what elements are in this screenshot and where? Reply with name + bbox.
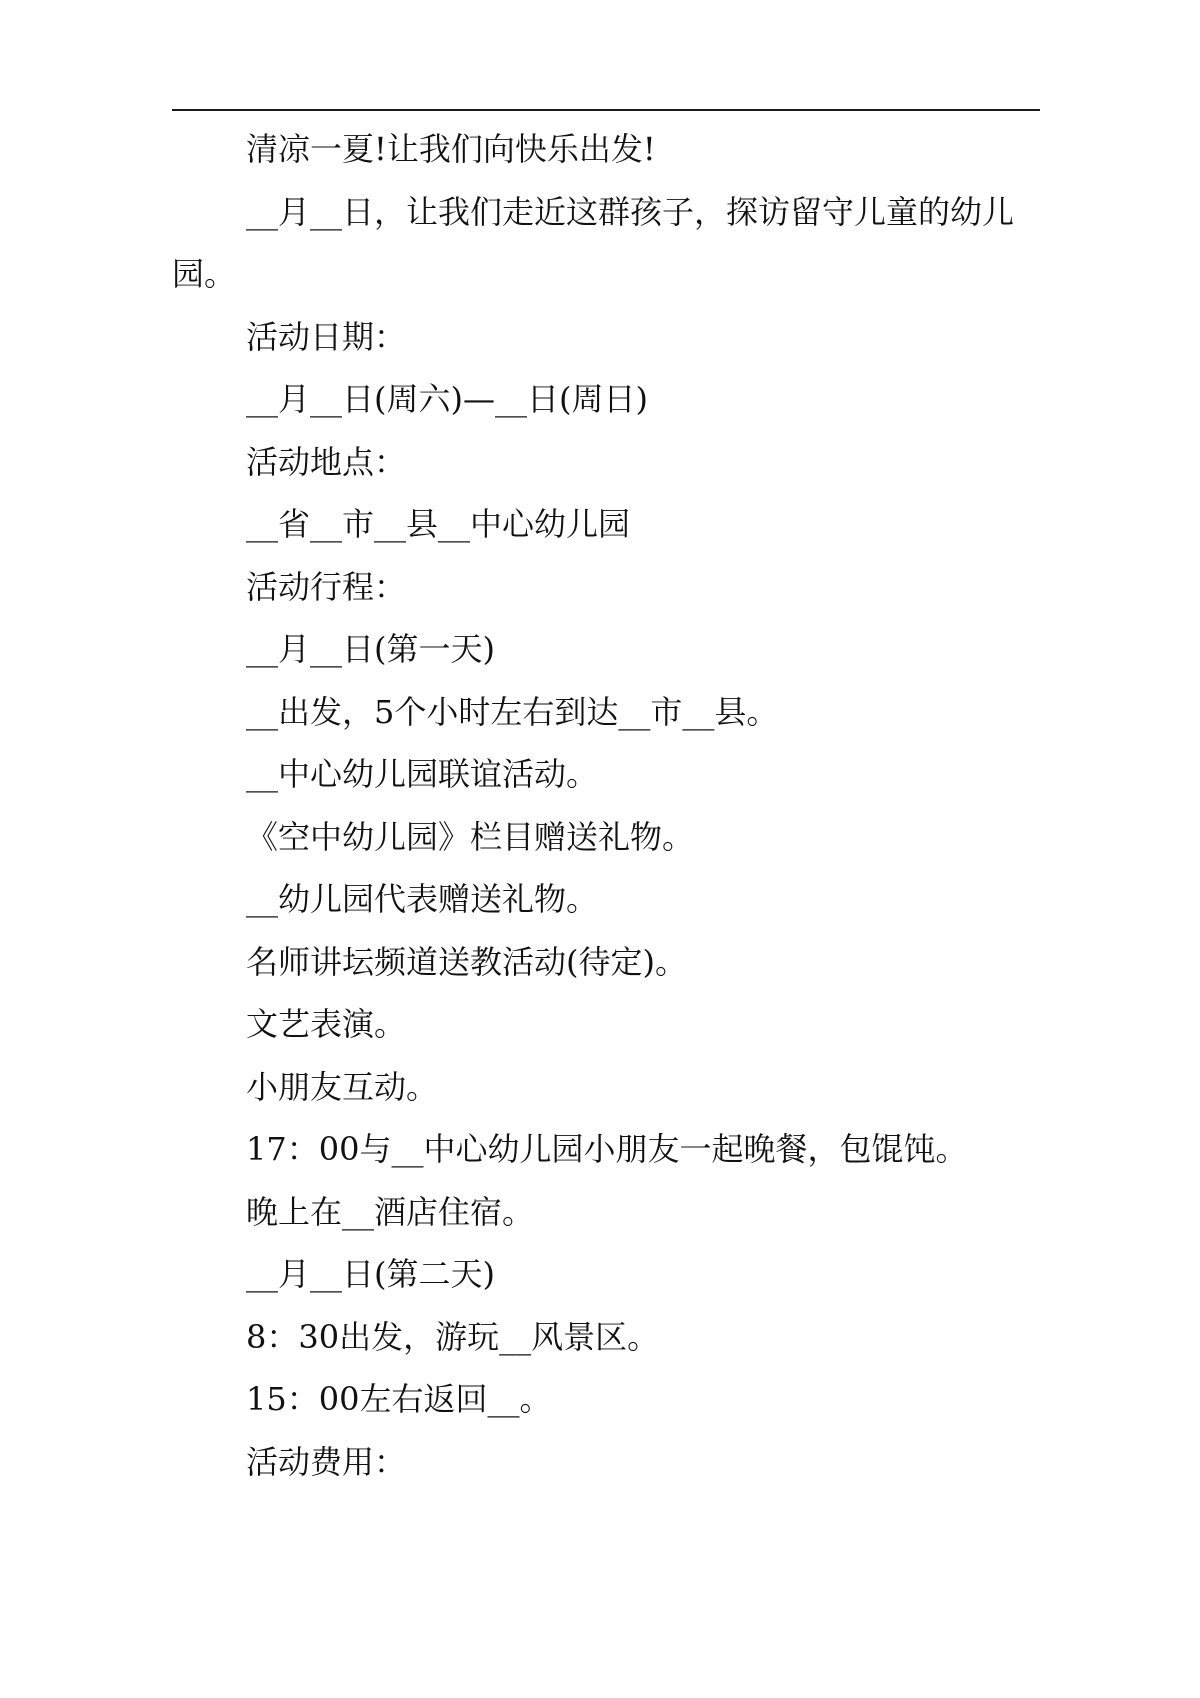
- paragraph-return: 15：00左右返回__。: [246, 1380, 552, 1418]
- paragraph-scenic-trip: 8：30出发，游玩__风景区。: [246, 1317, 660, 1356]
- paragraph-performance: 文艺表演。: [246, 1005, 407, 1043]
- paragraph-teaching-activity: 名师讲坛频道送教活动(待定)。: [246, 942, 687, 981]
- paragraph-interaction: 小朋友互动。: [246, 1067, 439, 1106]
- paragraph-representative-gift: __幼儿园代表赠送礼物。: [246, 880, 599, 918]
- paragraph-visit: __月__日，让我们走近这群孩子，探访留守儿童的幼儿园。: [172, 192, 1015, 293]
- paragraph-departure: __出发，5个小时左右到达__市__县。: [246, 692, 779, 731]
- heading-activity-schedule: 活动行程：: [246, 567, 407, 606]
- heading-activity-date: 活动日期：: [246, 317, 407, 356]
- paragraph-friendship-event: __中心幼儿园联谊活动。: [246, 755, 599, 793]
- paragraph-location: __省__市__县__中心幼儿园: [246, 505, 631, 543]
- paragraph-hotel: 晚上在__酒店住宿。: [246, 1192, 535, 1231]
- paragraph-date-range: __月__日(周六)—__日(周日): [246, 380, 648, 418]
- heading-activity-cost: 活动费用：: [246, 1442, 407, 1481]
- paragraph-dinner: 17：00与__中心幼儿园小朋友一起晚餐，包馄饨。: [246, 1130, 968, 1168]
- paragraph-intro: 清凉一夏!让我们向快乐出发!: [246, 130, 656, 168]
- heading-activity-location: 活动地点：: [246, 442, 407, 481]
- paragraph-program-gift: 《空中幼儿园》栏目赠送礼物。: [246, 817, 695, 856]
- paragraph-day-two: __月__日(第二天): [246, 1255, 495, 1293]
- paragraph-day-one: __月__日(第一天): [246, 630, 495, 668]
- header-rule: [172, 109, 1040, 111]
- document-body: [172, 118, 1040, 1493]
